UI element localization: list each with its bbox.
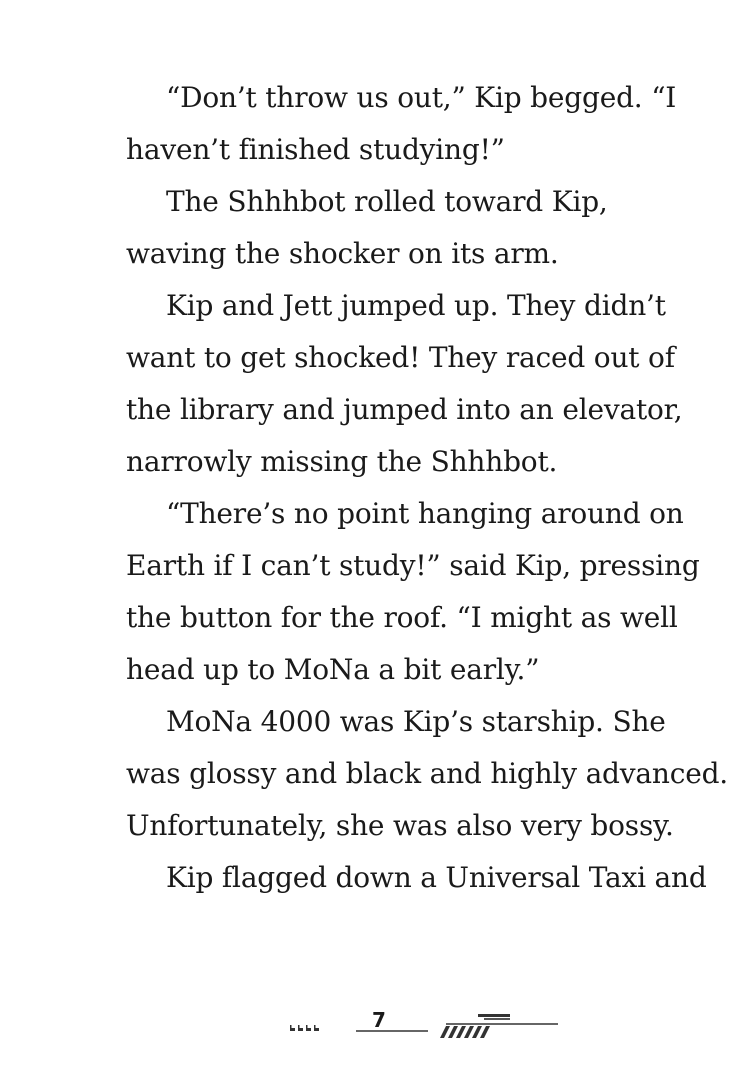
footer-top-bar-thin [484, 1018, 510, 1020]
text-line: haven’t finished studying!” [126, 133, 505, 166]
text-line: narrowly missing the Shhhbot. [126, 445, 558, 478]
story-text [126, 72, 729, 904]
text-line: MoNa 4000 was Kip’s starship. She [166, 705, 666, 738]
text-line: waving the shocker on its arm. [126, 237, 559, 270]
text-line: “Don’t throw us out,” Kip begged. “I [166, 81, 677, 114]
page-number: 7 [372, 1008, 386, 1032]
text-line: Unfortunately, she was also very bossy. [126, 809, 674, 842]
text-line: Earth if I can’t study!” said Kip, pressing [126, 549, 700, 582]
text-line: “There’s no point hanging around on [166, 497, 684, 530]
page-footer [280, 1004, 570, 1044]
text-line: the button for the roof. “I might as well [126, 601, 678, 634]
text-line: was glossy and black and highly advanced. [126, 757, 729, 790]
text-line: The Shhhbot rolled toward Kip, [166, 185, 608, 218]
left-dash-marks [290, 1025, 319, 1031]
text-line: head up to MoNa a bit early.” [126, 653, 540, 686]
slanted-bars [440, 1026, 490, 1038]
text-line: Kip flagged down a Universal Taxi and [166, 861, 707, 894]
footer-top-bar [478, 1014, 510, 1017]
footer-ornament [280, 1004, 570, 1044]
text-line: want to get shocked! They raced out of [126, 341, 675, 374]
text-line: the library and jumped into an elevator, [126, 393, 683, 426]
text-line: Kip and Jett jumped up. They didn’t [166, 289, 666, 322]
